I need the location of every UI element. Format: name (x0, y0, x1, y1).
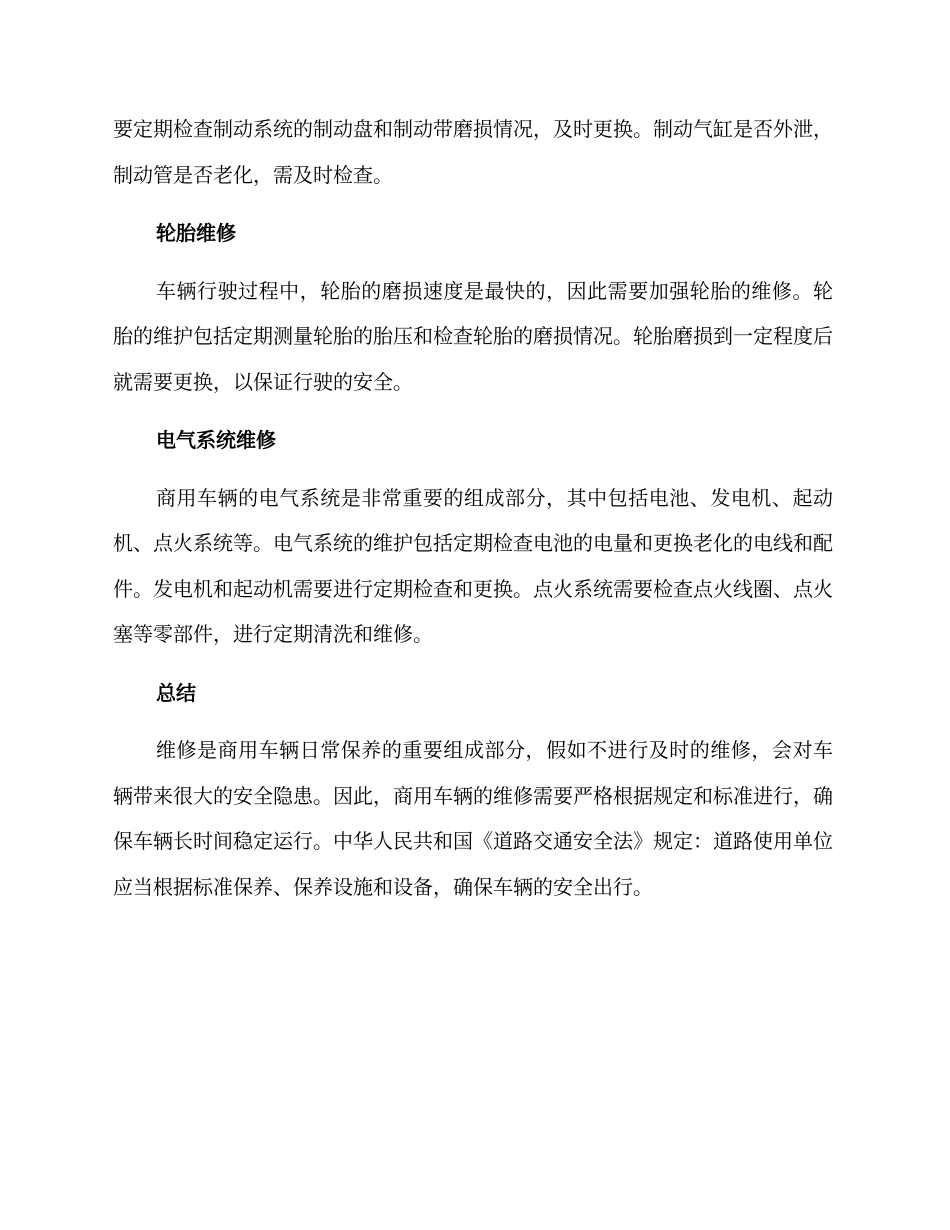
intro-paragraph: 要定期检查制动系统的制动盘和制动带磨损情况，及时更换。制动气缸是否外泄，制动管是否老化，需及时检查。 (113, 117, 833, 187)
section-body-electrical: 商用车辆的电气系统是非常重要的组成部分，其中包括电池、发电机、起动机、点火系统等。电气系统的维护包括定期检查电池的电量和更换老化的电线和配件。发电机和起动机需要进行定期检查和更换。点火系统需要检查点火线圈、点火塞等零部件，进行定期清洗和维修。 (113, 485, 833, 646)
section-heading-tires: 轮胎维修 (156, 221, 236, 245)
section-body-summary: 维修是商用车辆日常保养的重要组成部分，假如不进行及时的维修，会对车辆带来很大的安全隐患。因此，商用车辆的维修需要严格根据规定和标准进行，确保车辆长时间稳定运行。中华人民共和国《道路交通安全法》规定：道路使用单位应当根据标准保养、保养设施和设备，确保车辆的安全出行。 (113, 738, 833, 899)
section-heading-summary: 总结 (156, 680, 196, 705)
section-heading-electrical: 电气系统维修 (156, 428, 276, 452)
section-body-tires: 车辆行驶过程中，轮胎的磨损速度是最快的，因此需要加强轮胎的维修。轮胎的维护包括定期测量轮胎的胎压和检查轮胎的磨损情况。轮胎磨损到一定程度后就需要更换，以保证行驶的安全。 (113, 278, 833, 394)
document-page (113, 107, 833, 910)
